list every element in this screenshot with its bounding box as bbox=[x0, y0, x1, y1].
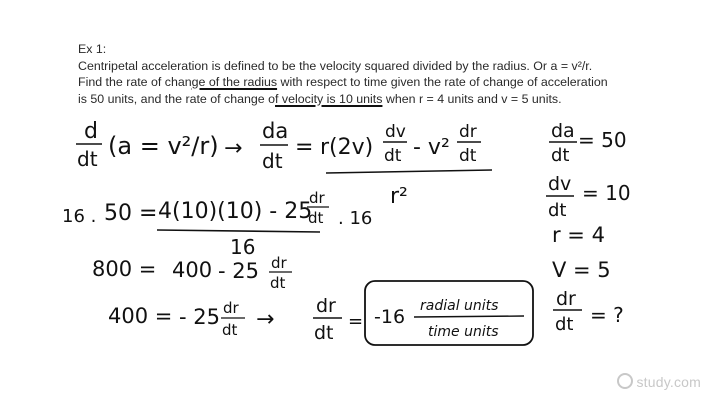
hw-400-equals: 400 = bbox=[108, 304, 173, 328]
hw-negative-16: -16 bbox=[374, 306, 406, 328]
hw-da: da bbox=[262, 119, 289, 143]
problem-line-2: Find the rate of change of the radius with respect to time given the rate of change of acceleration bbox=[78, 75, 608, 89]
hw-dt: dt bbox=[308, 209, 324, 227]
hw-equals: = bbox=[348, 311, 364, 332]
hw-dr: dr bbox=[556, 288, 576, 310]
underline-rate-of-change-velocity: f velocity is 10 units bbox=[275, 91, 383, 106]
hw-dv: dv bbox=[385, 122, 406, 142]
hw-dr: dr bbox=[459, 122, 477, 142]
unknown-dr-dt: = ? bbox=[590, 303, 624, 327]
hw-dt: dt bbox=[262, 149, 283, 173]
example-heading: Ex 1: bbox=[78, 42, 107, 56]
hw-dt: dt bbox=[551, 145, 570, 166]
hw-dt: dt bbox=[314, 322, 334, 344]
hw-d: d bbox=[84, 119, 98, 144]
given-da-dt-value: = 50 bbox=[578, 128, 627, 152]
study-logo-icon bbox=[617, 373, 633, 389]
main-fraction-bar bbox=[326, 170, 492, 173]
hw-dt: dt bbox=[459, 146, 477, 166]
given-radius: r = 4 bbox=[552, 223, 605, 247]
hw-50-equals: 50 = bbox=[104, 201, 158, 226]
hw-radial-units: radial units bbox=[420, 298, 499, 314]
hw-dt: dt bbox=[77, 147, 98, 171]
hw-dr: dr bbox=[309, 189, 325, 207]
hw-time-units: time units bbox=[428, 324, 499, 340]
hw-dr: dr bbox=[316, 295, 336, 317]
hw-minus-v2: - v² bbox=[413, 135, 450, 160]
hw-arrow: → bbox=[224, 136, 243, 161]
hw-400: 400 bbox=[172, 258, 213, 282]
hw-dt: dt bbox=[555, 314, 574, 335]
hw-equals: = bbox=[295, 135, 314, 160]
study-watermark: study.com bbox=[617, 373, 701, 390]
hw-arrow: → bbox=[256, 307, 275, 332]
problem-line-1: Centripetal acceleration is defined to be the velocity squared divided by the radius. Or a = v²/r. bbox=[78, 58, 593, 73]
given-velocity: V = 5 bbox=[552, 258, 611, 282]
hw-centripetal-formula: (a = v²/r) bbox=[108, 132, 219, 160]
hw-denominator-16: 16 bbox=[230, 235, 256, 259]
given-dv-dt-value: = 10 bbox=[582, 181, 631, 205]
hw-minus-25: - 25 bbox=[179, 305, 220, 329]
hw-800-equals: 800 = bbox=[92, 257, 157, 281]
hw-dt: dt bbox=[270, 274, 286, 292]
problem-line-3: is 50 units, and the rate of change of velocity is 10 units when r = 4 units and v = 5 units. bbox=[78, 91, 562, 106]
units-fraction-bar bbox=[414, 316, 524, 317]
hw-r2v: r(2v) bbox=[320, 135, 374, 160]
hw-16-multiplier: 16 . bbox=[62, 206, 97, 227]
hw-dr: dr bbox=[271, 254, 287, 272]
hw-dt: dt bbox=[384, 146, 402, 166]
hw-dt: dt bbox=[548, 200, 567, 221]
hw-r-squared: r² bbox=[390, 184, 408, 209]
hw-minus-25: - 25 bbox=[218, 259, 259, 283]
hw-dr: dr bbox=[223, 299, 239, 317]
hw-da: da bbox=[551, 120, 575, 142]
underline-rate-of-change-radius: ge of the radius bbox=[191, 75, 278, 89]
line2-fraction-bar bbox=[157, 230, 320, 232]
hw-dv: dv bbox=[548, 173, 572, 195]
hw-line2-expression: 4(10)(10) - 25 bbox=[158, 199, 313, 224]
hw-dt: dt bbox=[222, 321, 238, 339]
hw-16-multiplier: . 16 bbox=[338, 208, 373, 229]
